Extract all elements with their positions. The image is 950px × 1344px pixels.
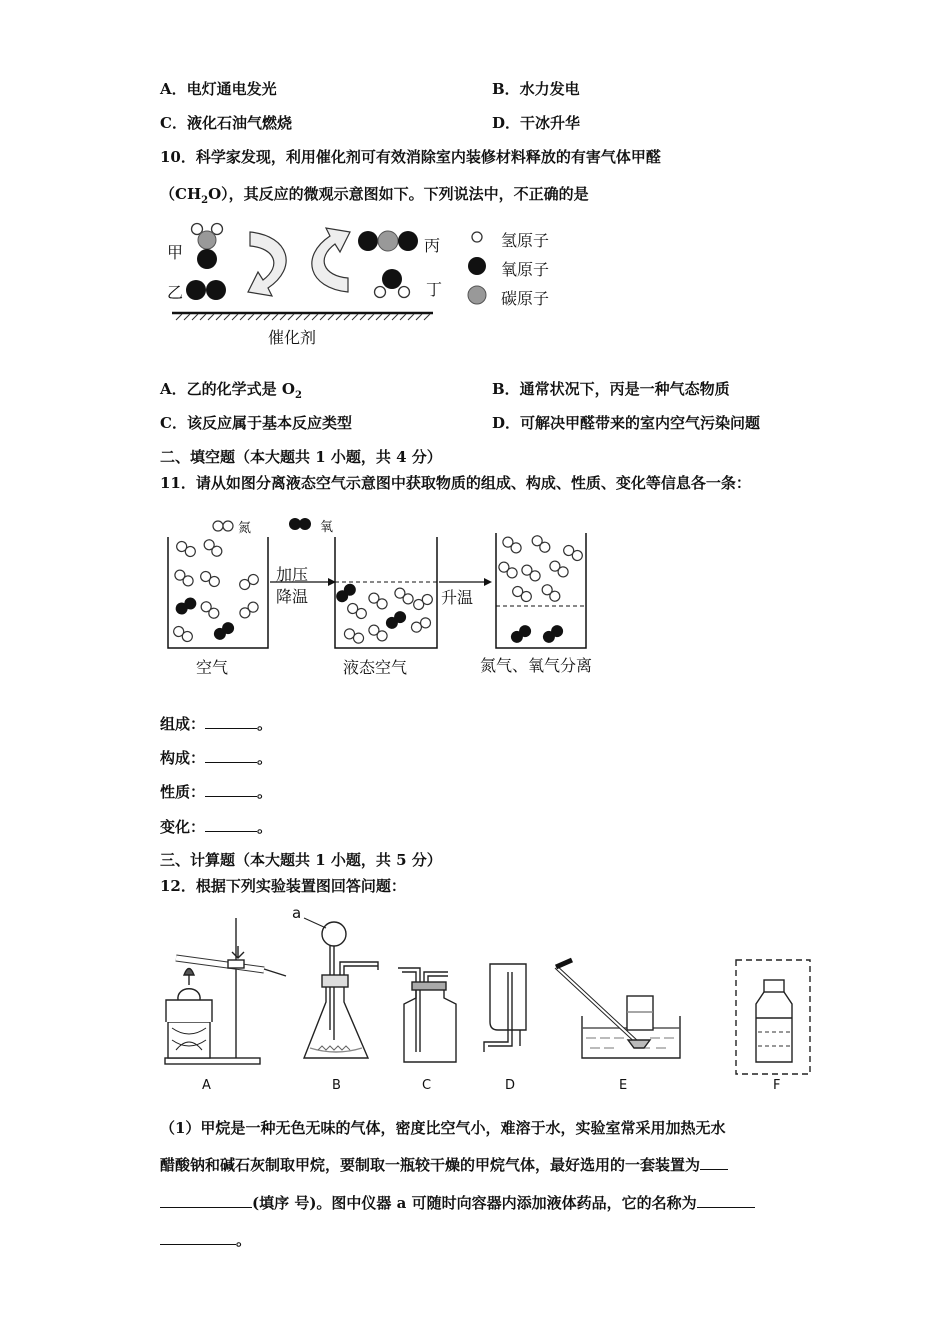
step2-label-warm: 升温 bbox=[441, 588, 474, 607]
apparatus-e-water-trough bbox=[556, 960, 680, 1058]
apparatus-label-e: E bbox=[619, 1078, 628, 1093]
label-air: 空气 bbox=[196, 658, 229, 677]
q11-stem: 11．请从如图分离液态空气示意图中获取物质的组成、构成、性质、变化等信息各一条： bbox=[160, 474, 751, 492]
q10-option-c: C．该反应属于基本反应类型 bbox=[160, 414, 352, 432]
pointer-a bbox=[304, 918, 326, 928]
q11-structure-period: 。 bbox=[257, 749, 273, 767]
q11-change-label: 变化： bbox=[160, 818, 206, 836]
q9-option-c: C．液化石油气燃烧 bbox=[160, 114, 292, 132]
q10-option-b: B．通常状况下，丙是一种气态物质 bbox=[492, 380, 730, 398]
label-ding: 丁 bbox=[426, 280, 443, 299]
q12-answer-blank-part1[interactable] bbox=[700, 1157, 728, 1170]
q10-stem-formula-pre: （CH bbox=[160, 185, 202, 203]
q10-stem-formula-sub: 2 bbox=[201, 195, 209, 206]
q10-option-d: D．可解决甲醛带来的室内空气污染问题 bbox=[492, 414, 761, 432]
step1-label-cool: 降温 bbox=[276, 587, 309, 606]
apparatus-label-a: A bbox=[202, 1078, 211, 1093]
legend-oxygen-label-q11: 氧 bbox=[320, 520, 334, 535]
q12-sub1-line2-text: 醋酸钠和碱石灰制取甲烷，要制取一瓶较干燥的甲烷气体，最好选用的一套装置为 bbox=[160, 1156, 701, 1174]
apparatus-b-flask bbox=[304, 922, 378, 1058]
apparatus-label-f: F bbox=[773, 1078, 781, 1093]
q11-composition-period: 。 bbox=[257, 715, 273, 733]
apparatus-label-b: B bbox=[332, 1078, 341, 1093]
apparatus-d-collection bbox=[484, 964, 526, 1052]
apparatus-f-dashed-box bbox=[736, 960, 810, 1074]
q12-sub1-line2 bbox=[160, 1154, 728, 1175]
q12-sub1-line3-text: (填序 号)。图中仪器 a 可随时向容器内添加液体药品，它的名称为 bbox=[252, 1194, 697, 1212]
legend-nitrogen-label: 氮 bbox=[238, 521, 252, 536]
apparatus-label-c: C bbox=[422, 1078, 432, 1093]
q11-composition-label: 组成： bbox=[160, 715, 206, 733]
q9-option-d: D．干冰升华 bbox=[492, 114, 581, 132]
legend-hydrogen-label: 氢原子 bbox=[501, 231, 550, 250]
label-separation: 氮气、氧气分离 bbox=[480, 656, 593, 675]
q12-sub1-line4 bbox=[160, 1229, 251, 1250]
label-jia: 甲 bbox=[167, 243, 184, 262]
apparatus-label-d: D bbox=[505, 1078, 516, 1093]
q12-answer-blank-part2[interactable] bbox=[160, 1195, 252, 1208]
q9-option-b: B．水力发电 bbox=[492, 80, 580, 98]
q12-sub1-line1: （1）甲烷是一种无色无味的气体，密度比空气小，难溶于水，实验室常采用加热无水 bbox=[160, 1119, 726, 1137]
q12-stem: 12．根据下列实验装置图回答问题： bbox=[160, 877, 406, 895]
label-instrument-a: a bbox=[292, 904, 302, 922]
q11-property-period: 。 bbox=[257, 783, 273, 801]
section-3-heading: 三、计算题（本大题共 1 小题，共 5 分） bbox=[160, 851, 442, 869]
q10-option-a-sub: 2 bbox=[294, 390, 302, 401]
q12-sub1-line4-period: 。 bbox=[236, 1231, 252, 1249]
q10-stem-rest: O），其反应的微观示意图如下。下列说法中，不正确的是 bbox=[208, 185, 589, 203]
q11-change-period: 。 bbox=[257, 818, 273, 836]
legend-oxygen-label: 氧原子 bbox=[501, 260, 550, 279]
step1-label-pressure: 加压 bbox=[276, 565, 309, 584]
label-liquid-air: 液态空气 bbox=[343, 658, 408, 677]
q12-instrument-name-blank-part2[interactable] bbox=[160, 1232, 236, 1245]
legend-carbon-label: 碳原子 bbox=[501, 289, 550, 308]
catalyst-label: 催化剂 bbox=[268, 328, 317, 347]
q11-property-label: 性质： bbox=[160, 783, 206, 801]
label-yi: 乙 bbox=[167, 283, 184, 302]
q12-sub1-line3 bbox=[160, 1192, 755, 1213]
label-bing: 丙 bbox=[424, 236, 441, 255]
q10-stem-line1: 10．科学家发现，利用催化剂可有效消除室内装修材料释放的有害气体甲醛 bbox=[160, 148, 661, 166]
q11-structure-label: 构成： bbox=[160, 749, 206, 767]
apparatus-c-bottle bbox=[398, 968, 456, 1062]
q10-option-a-text: A．乙的化学式是 O bbox=[160, 380, 295, 398]
apparatus-a-heating bbox=[165, 918, 286, 1064]
section-2-heading: 二、填空题（本大题共 1 小题，共 4 分） bbox=[160, 448, 442, 466]
q9-option-a: A．电灯通电发光 bbox=[160, 80, 277, 98]
q12-instrument-name-blank-part1[interactable] bbox=[697, 1195, 755, 1208]
